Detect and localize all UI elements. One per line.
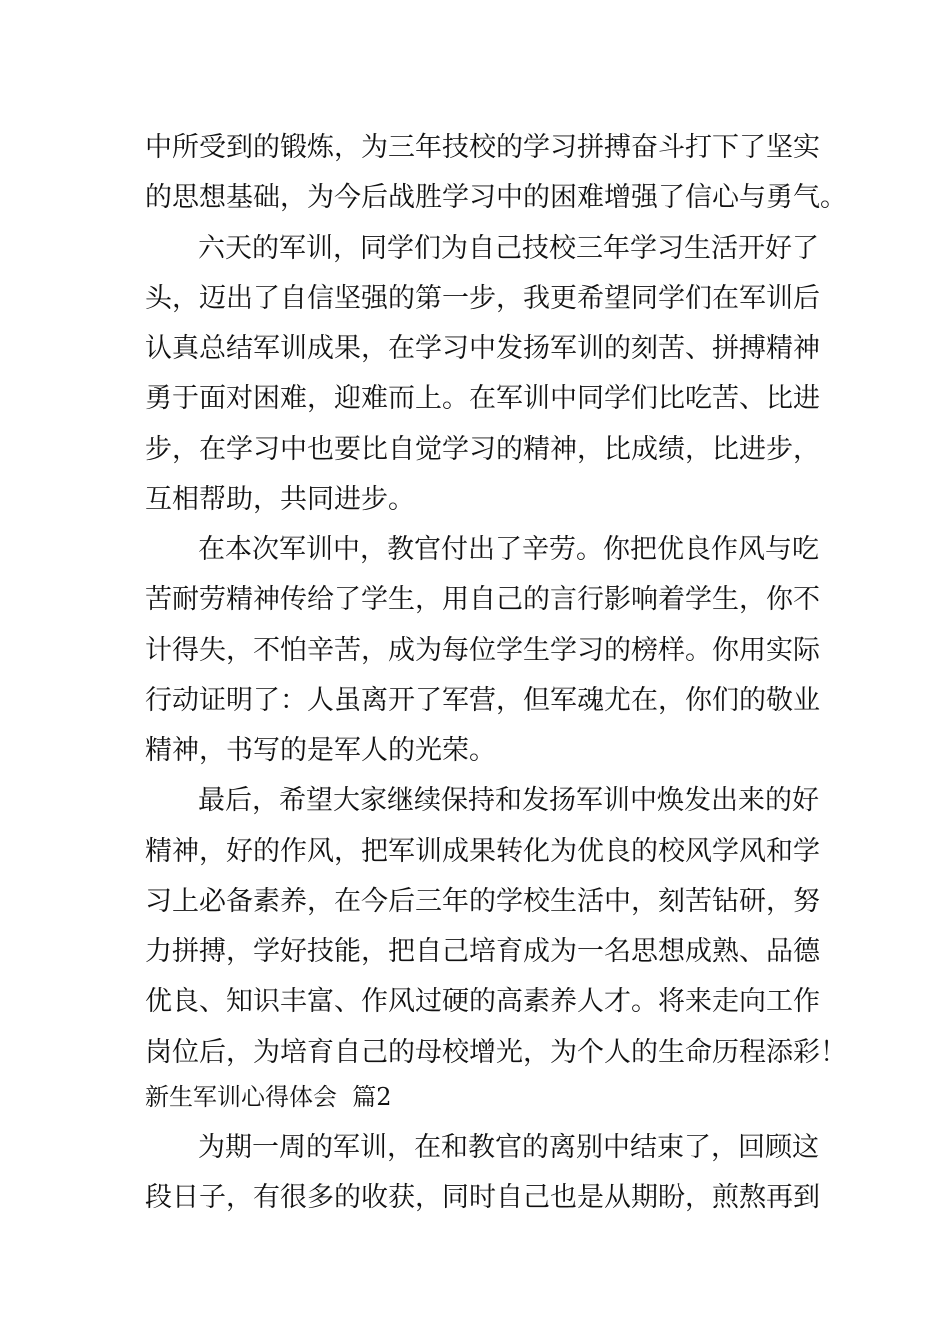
text-line: 精神，好的作风，把军训成果转化为优良的校风学风和学	[145, 836, 820, 867]
text-line: 力拼搏，学好技能，把自己培育成为一名思想成熟、品德	[145, 936, 820, 967]
text-line: 岗位后，为培育自己的母校增光，为个人的生命历程添彩！	[145, 1037, 847, 1068]
text-line: 优良、知识丰富、作风过硬的高素养人才。将来走向工作	[145, 986, 820, 1017]
text-line: 头，迈出了自信坚强的第一步，我更希望同学们在军训后	[145, 283, 820, 314]
text-line: 计得失，不怕辛苦，成为每位学生学习的榜样。你用实际	[145, 635, 820, 666]
text-line: 苦耐劳精神传给了学生，用自己的言行影响着学生，你不	[145, 584, 820, 615]
text-line: 认真总结军训成果，在学习中发扬军训的刻苦、拼搏精神	[145, 333, 820, 364]
paragraph-first-line: 最后，希望大家继续保持和发扬军训中焕发出来的好	[198, 785, 819, 816]
text-line: 习上必备素养，在今后三年的学校生活中，刻苦钻研，努	[145, 886, 820, 917]
text-line: 精神，书写的是军人的光荣。	[145, 735, 496, 766]
section-heading: 新生军训心得体会 篇2	[145, 1083, 392, 1111]
text-line: 步，在学习中也要比自觉学习的精神，比成绩，比进步，	[145, 434, 820, 465]
text-line: 中所受到的锻炼，为三年技校的学习拼搏奋斗打下了坚实	[145, 132, 820, 163]
paragraph-first-line: 为期一周的军训，在和教官的离别中结束了，回顾这	[198, 1132, 819, 1163]
paragraph-first-line: 在本次军训中，教官付出了辛劳。你把优良作风与吃	[198, 534, 819, 565]
text-line: 的思想基础，为今后战胜学习中的困难增强了信心与勇气。	[145, 182, 847, 213]
paragraph-first-line: 六天的军训，同学们为自己技校三年学习生活开好了	[198, 233, 819, 264]
text-line: 段日子，有很多的收获，同时自己也是从期盼，煎熬再到	[145, 1182, 820, 1213]
text-line: 行动证明了：人虽离开了军营，但军魂尤在，你们的敬业	[145, 685, 820, 716]
text-line: 互相帮助，共同进步。	[145, 484, 415, 515]
text-line: 勇于面对困难，迎难而上。在军训中同学们比吃苦、比进	[145, 383, 820, 414]
